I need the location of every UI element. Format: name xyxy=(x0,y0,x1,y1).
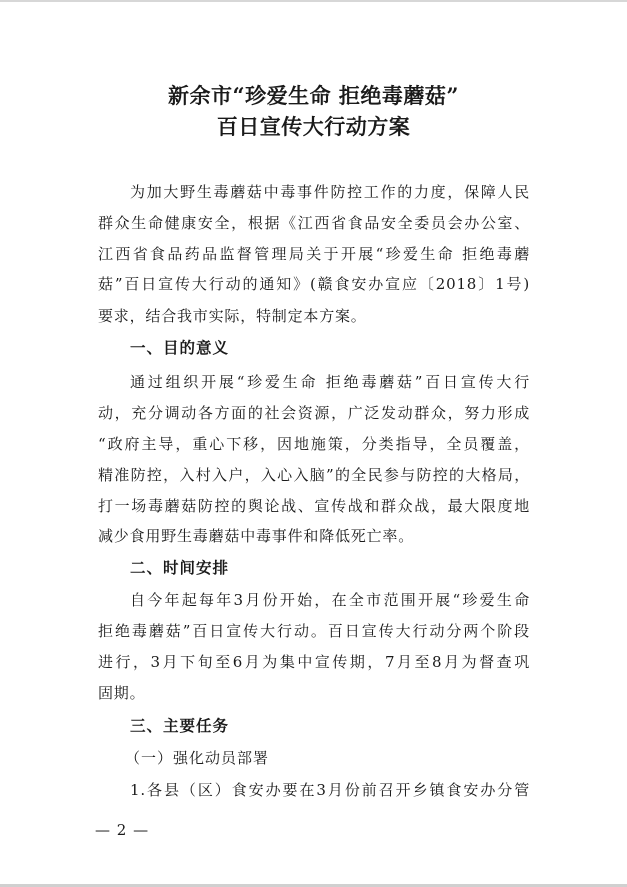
section1-line: 减少食用野生毒蘑菇中毒事件和降低死亡率。 xyxy=(98,527,415,545)
section2-line: 拒绝毒蘑菇”百日宣传大行动。百日宣传大行动分两个阶段 xyxy=(98,622,530,640)
intro-line: 菇”百日宣传大行动的通知》(赣食安办宣应〔2018〕1号) xyxy=(98,275,530,293)
intro-line: 为加大野生毒蘑菇中毒事件防控工作的力度，保障人民 xyxy=(130,183,530,201)
section-heading-purpose: 一、目的意义 xyxy=(130,339,230,357)
subsection-heading: （一）强化动员部署 xyxy=(125,749,270,767)
document-title-line-2: 百日宣传大行动方案 xyxy=(216,114,411,139)
section2-line: 自今年起每年3月份开始，在全市范围开展“珍爱生命 xyxy=(130,591,530,609)
document-title-line-1: 新余市“珍爱生命 拒绝毒蘑菇” xyxy=(168,83,459,108)
section1-line: 打一场毒蘑菇防控的舆论战、宣传战和群众战，最大限度地 xyxy=(98,497,530,515)
section1-line: 通过组织开展“珍爱生命 拒绝毒蘑菇”百日宣传大行 xyxy=(130,373,530,391)
page-number: — 2 — xyxy=(95,821,150,839)
section2-line: 进行，3月下旬至6月为集中宣传期，7月至8月为督查巩 xyxy=(98,653,530,671)
intro-line: 江西省食品药品监督管理局关于开展“珍爱生命 拒绝毒蘑 xyxy=(98,245,530,263)
intro-line: 群众生命健康安全，根据《江西省食品安全委员会办公室、 xyxy=(98,214,530,232)
section-heading-tasks: 三、主要任务 xyxy=(130,717,230,735)
section1-line: 动，充分调动各方面的社会资源，广泛发动群众，努力形成 xyxy=(98,404,530,422)
section2-line: 固期。 xyxy=(98,684,146,702)
section3-line: 1.各县（区）食安办要在3月份前召开乡镇食安办分管 xyxy=(130,781,530,799)
section1-line: “政府主导，重心下移，因地施策，分类指导，全员覆盖， xyxy=(98,435,530,453)
page-top-edge xyxy=(0,0,627,2)
intro-line: 要求，结合我市实际，特制定本方案。 xyxy=(98,307,367,325)
section-heading-schedule: 二、时间安排 xyxy=(130,559,230,577)
section1-line: 精准防控，入村入户，入心入脑”的全民参与防控的大格局， xyxy=(98,466,530,484)
